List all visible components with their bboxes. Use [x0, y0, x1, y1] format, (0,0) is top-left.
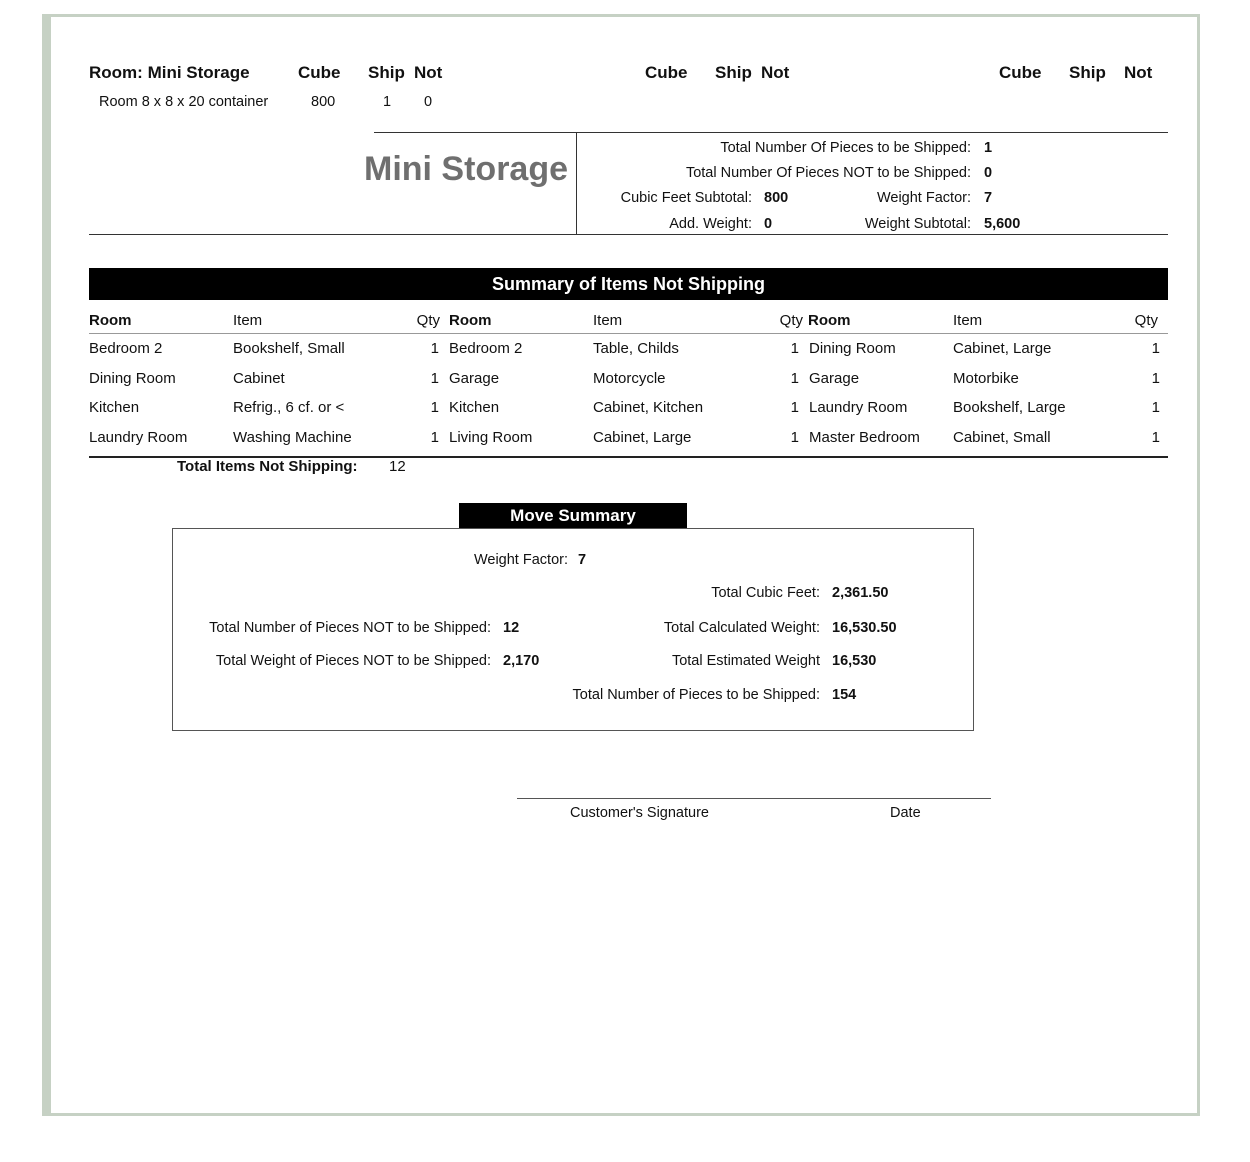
- total-cubic-label: Total Cubic Feet:: [711, 585, 820, 601]
- table-cell-qty: 1: [790, 340, 799, 357]
- col-not-2: Not: [761, 63, 790, 82]
- calc-weight-value: 16,530.50: [832, 620, 897, 636]
- not-shipped-weight-label: Total Weight of Pieces NOT to be Shipped:: [215, 653, 491, 669]
- table-cell-item: Cabinet, Kitchen: [593, 399, 704, 416]
- add-weight-label: Add. Weight:: [669, 216, 752, 232]
- table-cell-item: Cabinet, Large: [953, 340, 1052, 357]
- table-cell-room: Dining Room: [809, 340, 896, 357]
- divider: [89, 234, 1168, 235]
- table-cell-room: Garage: [449, 370, 500, 387]
- table-cell-qty: 1: [790, 429, 799, 446]
- table-cell-item: Bookshelf, Large: [953, 399, 1066, 416]
- table-cell-room: Master Bedroom: [809, 429, 920, 446]
- table-cell-room: Laundry Room: [809, 399, 908, 416]
- cubic-subtotal-value: 800: [764, 190, 789, 206]
- move-weight-factor-value: 7: [578, 552, 587, 568]
- table-cell-item: Washing Machine: [233, 429, 352, 446]
- table-cell-room: Garage: [809, 370, 860, 387]
- weight-subtotal-label: Weight Subtotal:: [864, 216, 971, 232]
- move-weight-factor-label: Weight Factor:: [473, 552, 568, 568]
- weight-factor-label: Weight Factor:: [876, 190, 971, 206]
- table-cell-room: Kitchen: [449, 399, 500, 416]
- table-cell-room: Dining Room: [89, 370, 176, 387]
- shipped-count-label: Total Number of Pieces to be Shipped:: [572, 687, 820, 703]
- table-cell-qty: 1: [1151, 429, 1160, 446]
- table-cell-qty: 1: [1151, 340, 1160, 357]
- weight-factor-value: 7: [984, 190, 993, 206]
- header-room: Room: [89, 312, 132, 329]
- room-big-title: Mini Storage: [364, 150, 569, 188]
- col-not-1: Not: [414, 63, 443, 82]
- table-cell-room: Bedroom 2: [449, 340, 523, 357]
- not-shipping-title: Summary of Items Not Shipping: [89, 268, 1168, 300]
- date-label: Date: [890, 805, 921, 821]
- table-cell-room: Laundry Room: [89, 429, 188, 446]
- pieces-shipped-value: 1: [984, 140, 993, 156]
- pieces-shipped-label: Total Number Of Pieces to be Shipped:: [720, 140, 971, 156]
- header-qty: Qty: [1134, 312, 1158, 329]
- room-item: Room 8 x 8 x 20 container: [99, 94, 269, 110]
- total-cubic-value: 2,361.50: [832, 585, 889, 601]
- col-ship-3: Ship: [1069, 63, 1106, 82]
- divider: [89, 333, 1168, 334]
- calc-weight-label: Total Calculated Weight:: [663, 620, 820, 636]
- table-cell-room: Kitchen: [89, 399, 140, 416]
- table-cell-room: Bedroom 2: [89, 340, 163, 357]
- table-cell-qty: 1: [430, 340, 439, 357]
- est-weight-label: Total Estimated Weight: [671, 653, 820, 669]
- not-shipped-count-label: Total Number of Pieces NOT to be Shipped:: [209, 620, 491, 636]
- table-cell-qty: 1: [1151, 399, 1160, 416]
- table-cell-item: Table, Childs: [593, 340, 679, 357]
- room-item-ship: 1: [383, 94, 392, 110]
- table-cell-qty: 1: [430, 429, 439, 446]
- table-cell-item: Cabinet: [233, 370, 285, 387]
- col-not-3: Not: [1124, 63, 1153, 82]
- col-cube-1: Cube: [298, 63, 341, 82]
- table-cell-qty: 1: [430, 399, 439, 416]
- table-cell-room: Living Room: [449, 429, 533, 446]
- room-item-cube: 800: [311, 94, 336, 110]
- not-shipped-count-value: 12: [503, 620, 520, 636]
- header-item: Item: [233, 312, 263, 329]
- customer-signature-label: Customer's Signature: [570, 805, 709, 821]
- table-cell-qty: 1: [430, 370, 439, 387]
- header-room: Room: [449, 312, 492, 329]
- header-room: Room: [808, 312, 851, 329]
- table-cell-qty: 1: [790, 399, 799, 416]
- total-not-shipping-label: Total Items Not Shipping:: [177, 458, 358, 475]
- divider: [576, 132, 577, 235]
- signature-line[interactable]: [517, 798, 991, 799]
- room-label: Room: Mini Storage: [89, 63, 250, 82]
- header-qty: Qty: [779, 312, 803, 329]
- table-cell-qty: 1: [1151, 370, 1160, 387]
- table-cell-item: Motorbike: [953, 370, 1019, 387]
- header-qty: Qty: [416, 312, 440, 329]
- pieces-not-shipped-label: Total Number Of Pieces NOT to be Shipped:: [685, 165, 971, 181]
- est-weight-value: 16,530: [832, 653, 877, 669]
- cubic-subtotal-label: Cubic Feet Subtotal:: [620, 190, 752, 206]
- move-summary-title: Move Summary: [459, 503, 687, 528]
- header-item: Item: [953, 312, 983, 329]
- col-cube-2: Cube: [645, 63, 688, 82]
- not-shipped-weight-value: 2,170: [503, 653, 540, 669]
- table-cell-item: Motorcycle: [593, 370, 666, 387]
- add-weight-value: 0: [764, 216, 773, 232]
- pieces-not-shipped-value: 0: [984, 165, 993, 181]
- divider: [374, 132, 1168, 133]
- room-item-not: 0: [424, 94, 433, 110]
- table-cell-qty: 1: [790, 370, 799, 387]
- table-cell-item: Refrig., 6 cf. or <: [233, 399, 345, 416]
- weight-subtotal-value: 5,600: [984, 216, 1021, 232]
- col-ship-1: Ship: [368, 63, 405, 82]
- room-name: Mini Storage: [147, 63, 250, 82]
- col-cube-3: Cube: [999, 63, 1042, 82]
- total-not-shipping-value: 12: [389, 458, 406, 475]
- shipped-count-value: 154: [832, 687, 857, 703]
- col-ship-2: Ship: [715, 63, 752, 82]
- table-cell-item: Cabinet, Large: [593, 429, 692, 446]
- header-item: Item: [593, 312, 623, 329]
- table-cell-item: Cabinet, Small: [953, 429, 1051, 446]
- table-cell-item: Bookshelf, Small: [233, 340, 345, 357]
